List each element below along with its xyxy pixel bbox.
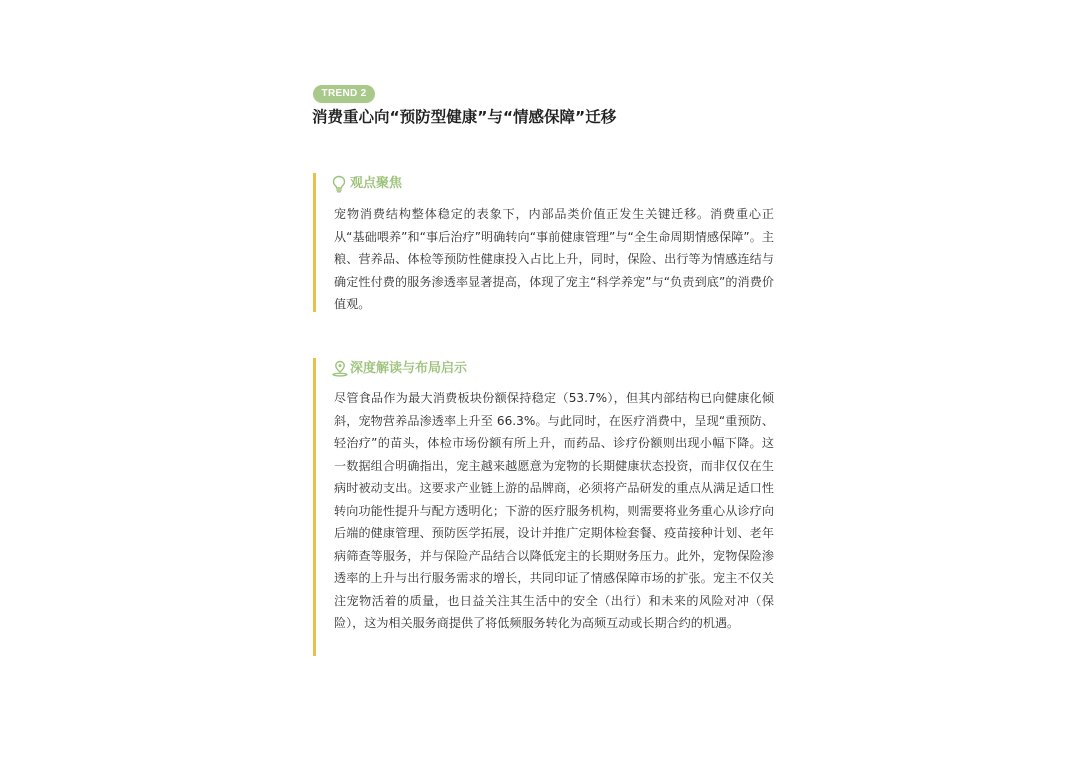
- viewpoint-section: [313, 173, 773, 312]
- section-heading-label: 深度解读与布局启示: [350, 361, 468, 376]
- section-heading-label: 观点聚焦: [350, 176, 403, 191]
- accent-bar: [313, 358, 316, 656]
- location-pin-icon: [331, 360, 347, 378]
- viewpoint-body: 宠物消费结构整体稳定的表象下，内部品类价值正发生关键迁移。消费重心正从“基础喂养”和“事后治疗”明确转向“事前健康管理”与“全生命周期情感保障”。主粮、营养品、体检等预防性健康投入占比上升，同时，保险、出行等为情感连结与确定性付费的服务渗透率显著提高，体现了宠主“科学养宠”与“负责到底”的消费价值观。: [334, 207, 774, 311]
- analysis-body: 尽管食品作为最大消费板块份额保持稳定（53.7%），但其内部结构已向健康化倾斜，宠物营养品渗透率上升至 66.3%。与此同时，在医疗消费中，呈现“重预防、轻治疗”的苗头，体检市场份额有所上升，而药品、诊疗份额则出现小幅下降。这一数据组合明确指出，宠主越来越愿意为宠物的长期健康状态投资，而非仅仅在生病时被动支出。这要求产业链上游的品牌商，必须将产品研发的重点从满足适口性转向功能性提升与配方透明化；下游的医疗服务机构，则需要将业务重心从诊疗向后端的健康管理、预防医学拓展，设计并推广定期体检套餐、疫苗接种计划、老年病筛查等服务，并与保险产品结合以降低宠主的长期财务压力。此外，宠物保险渗透率的上升与出行服务需求的增长，共同印证了情感保障市场的扩张。宠主不仅关注宠物活着的质量，也日益关注其生活中的安全（出行）和未来的风险对冲（保险），这为相关服务商提供了将低频服务转化为高频互动或长期合约的机遇。: [334, 391, 774, 630]
- analysis-heading: [331, 358, 467, 380]
- page-title: 消费重心向“预防型健康”与“情感保障”迁移: [312, 108, 617, 126]
- viewpoint-heading: [331, 173, 402, 195]
- accent-bar: [313, 173, 316, 312]
- lightbulb-icon: [331, 175, 347, 193]
- analysis-section: [313, 358, 773, 656]
- trend-badge: TREND 2: [313, 85, 375, 103]
